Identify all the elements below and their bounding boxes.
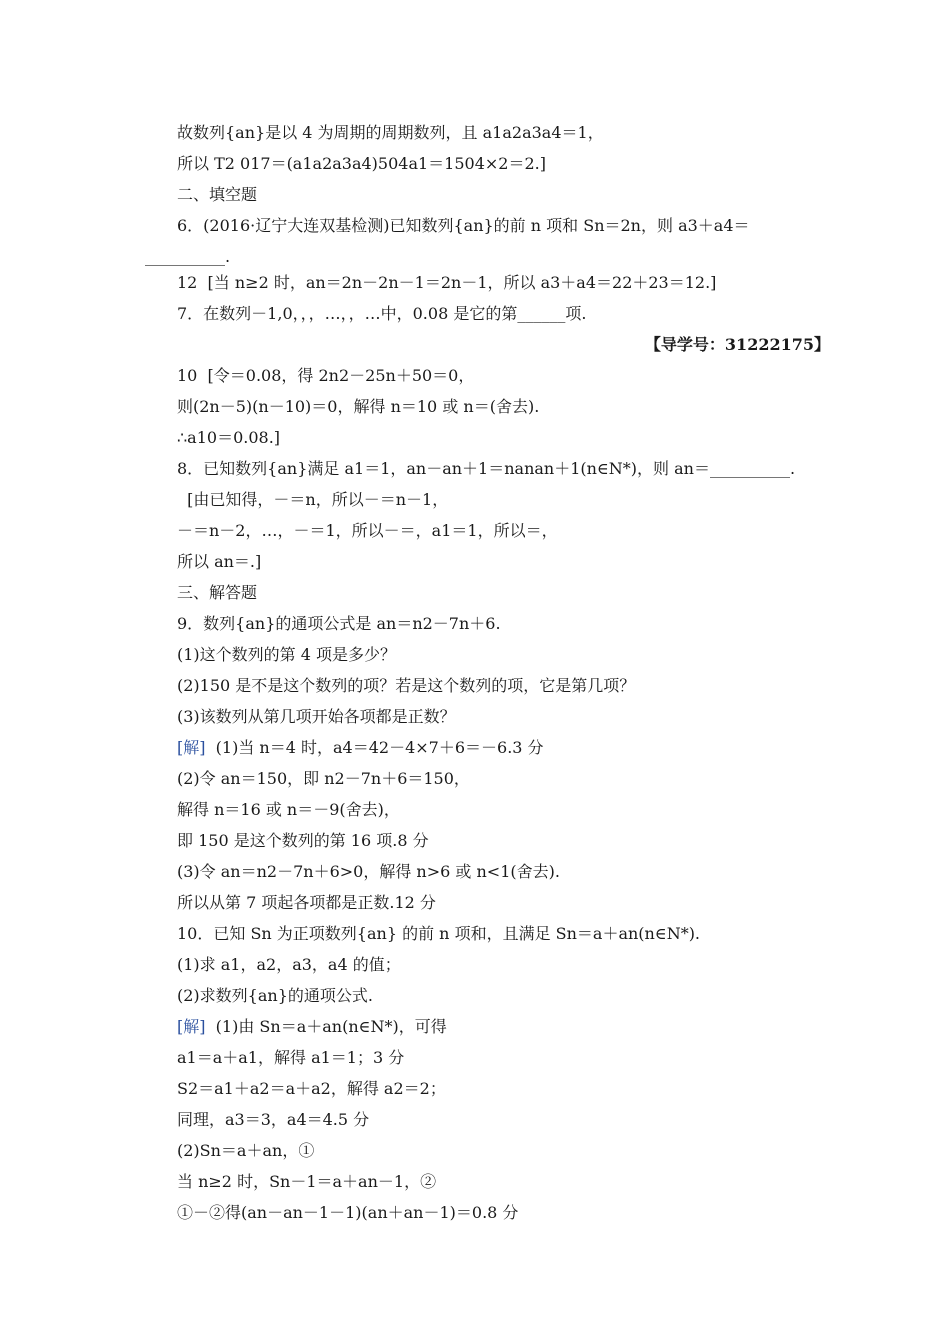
section-heading: 三、解答题 [177,583,258,602]
text-line: S2＝a1＋a2＝a＋a2，解得 a2＝2； [177,1079,446,1098]
text-line: a1＝a＋a1，解得 a1＝1；3 分 [177,1048,405,1067]
solution-tag: [解] [177,738,206,757]
text-line: (1)求 a1，a2，a3，a4 的值； [177,955,401,974]
text-line: 所以从第 7 项起各项都是正数.12 分 [177,893,436,912]
text-line: 同理，a3＝3，a4＝4.5 分 [177,1110,370,1129]
solution-text: (1)由 Sn＝a＋an(n∈N*)，可得 [205,1017,447,1036]
answer-8: [由已知得，－＝n，所以－＝n－1， [177,490,449,509]
solution-text: (1)当 n＝4 时，a4＝42－4×7＋6＝－6.3 分 [205,738,544,757]
text-line: ①－②得(an－an－1－1)(an＋an－1)＝0.8 分 [177,1203,519,1222]
section-heading: 二、填空题 [177,185,258,204]
text-line: 所以 an＝.] [177,552,262,571]
text-line: (3)该数列从第几项开始各项都是正数？ [177,707,456,726]
answer-7: 10 [令＝0.08，得 2n2－25n＋50＝0， [177,366,475,385]
question-8: 8．已知数列{an}满足 a1＝1，an－an＋1＝nanan＋1(n∈N*)，则 an＝__________. [177,459,796,478]
text-line: (1)这个数列的第 4 项是多少？ [177,645,397,664]
text-line: －＝n－2，…，－＝1，所以－＝，a1＝1，所以＝， [177,521,558,540]
question-9: 9．数列{an}的通项公式是 an＝n2－7n＋6. [177,614,501,633]
text-line: 则(2n－5)(n－10)＝0，解得 n＝10 或 n＝(舍去). [177,397,540,416]
text-line: ∴a10＝0.08.] [177,428,281,447]
text-line: (2)令 an＝150，即 n2－7n＋6＝150， [177,769,470,788]
text-line: 即 150 是这个数列的第 16 项.8 分 [177,831,429,850]
text-line: 所以 T2 017＝(a1a2a3a4)504a1＝1504×2＝2.] [177,154,546,173]
text-line: 解得 n＝16 或 n＝－9(舍去)， [177,800,400,819]
solution-10 [177,1016,830,1038]
text-line: (2)求数列{an}的通项公式. [177,986,373,1005]
text-line: (3)令 an＝n2－7n＋6>0，解得 n>6 或 n<1(舍去). [177,862,560,881]
guide-number: 【导学号：31222175】 [644,335,830,354]
question-7: 7．在数列－1,0，，，…，，…中，0.08 是它的第______项. [177,304,587,323]
solution-tag: [解] [177,1017,206,1036]
text-line: 当 n≥2 时，Sn－1＝a＋an－1，② [177,1172,437,1191]
solution-9 [177,737,830,759]
answer-6: 12 [当 n≥2 时，an＝2n－2n－1＝2n－1，所以 a3＋a4＝22＋23＝12.] [177,273,717,292]
text-line: (2)150 是不是这个数列的项？若是这个数列的项，它是第几项？ [177,676,636,695]
question-10: 10．已知 Sn 为正项数列{an} 的前 n 项和，且满足 Sn＝a＋an(n∈N*). [177,924,701,943]
answer-blank: __________. [145,247,231,266]
text-line: (2)Sn＝a＋an，① [177,1141,315,1160]
question-6: 6．(2016·辽宁大连双基检测)已知数列{an}的前 n 项和 Sn＝2n，则 a3＋a4＝ [177,216,750,235]
text-line: 故数列{an}是以 4 为周期的周期数列，且 a1a2a3a4＝1， [177,123,604,142]
